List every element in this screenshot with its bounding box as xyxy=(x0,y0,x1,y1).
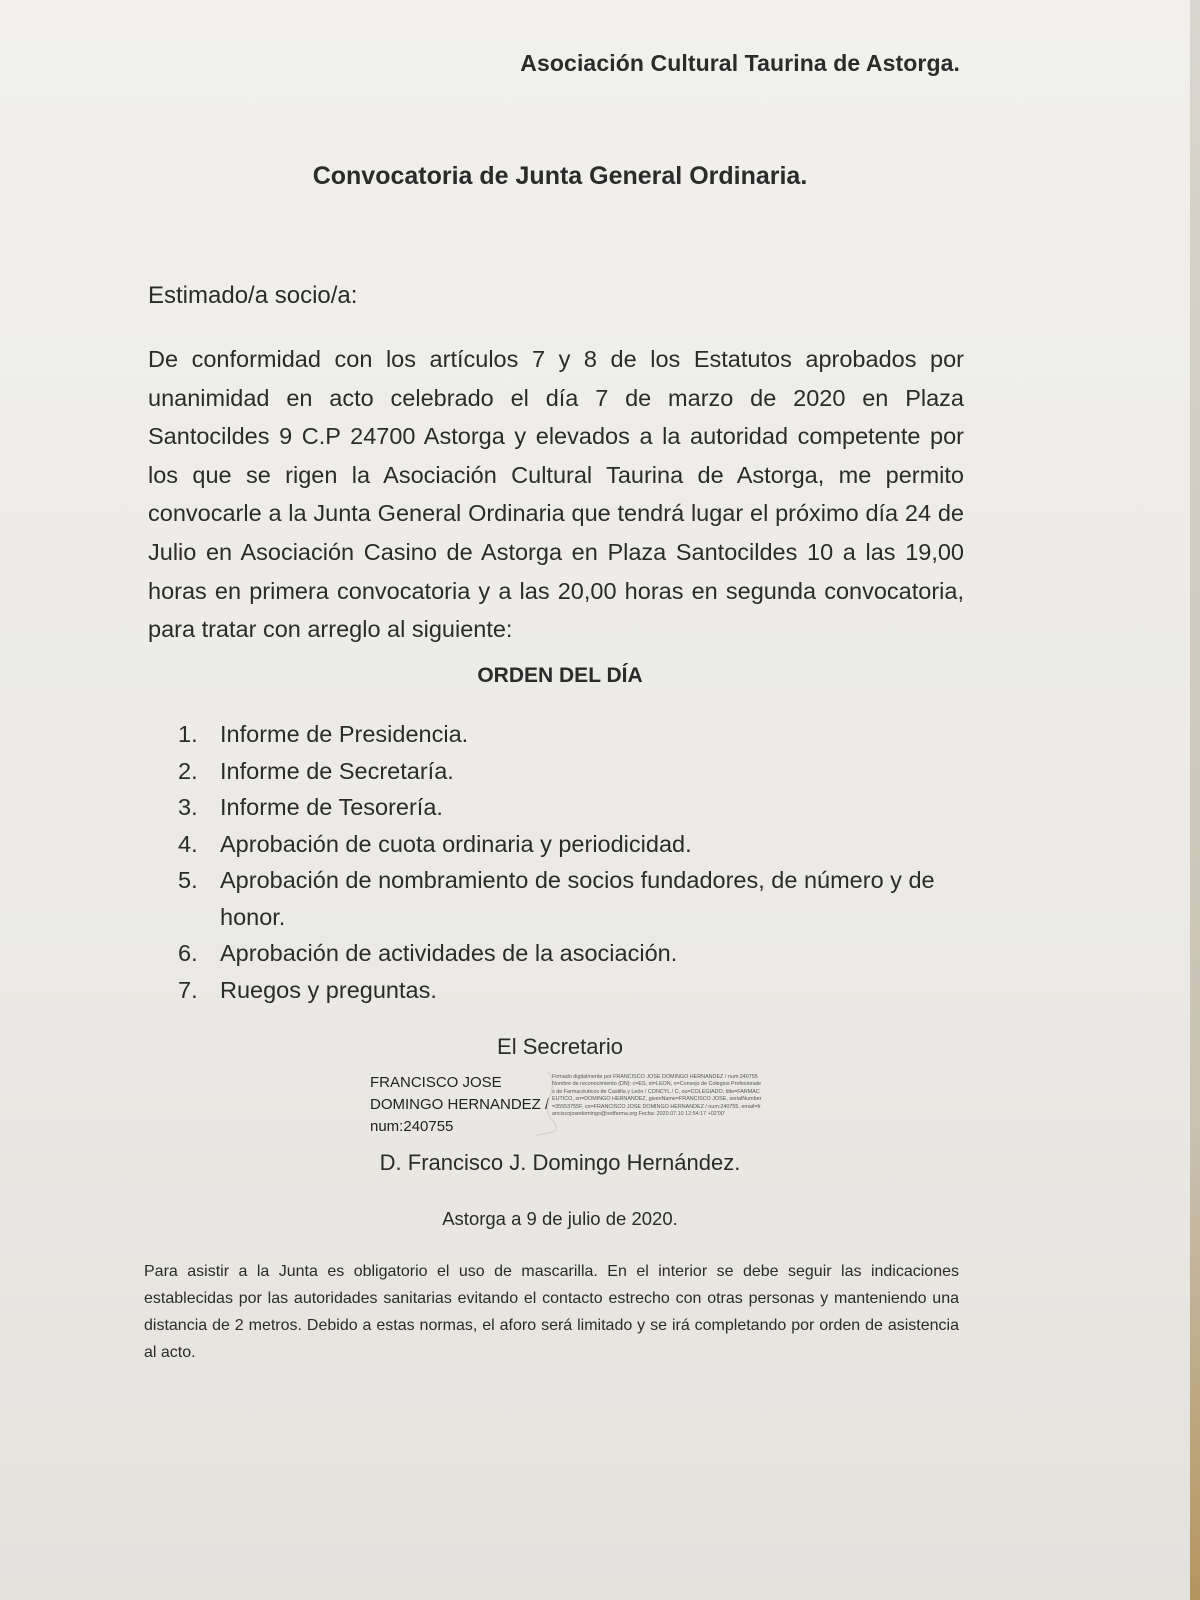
agenda-item-number: 4. xyxy=(178,830,198,857)
signer-full-name: D. Francisco J. Domingo Hernández. xyxy=(379,1150,741,1175)
page-edge xyxy=(1190,0,1200,1600)
agenda-title: ORDEN DEL DÍA xyxy=(477,664,643,687)
signature-role: El Secretario xyxy=(497,1034,623,1059)
agenda-item xyxy=(178,789,948,826)
agenda-item-text: Aprobación de nombramiento de socios fundadores, de número y de honor. xyxy=(220,867,935,930)
signer-line: num:240755 xyxy=(370,1118,454,1135)
digital-signature xyxy=(370,1072,770,1142)
greeting: Estimado/a socio/a: xyxy=(148,282,358,309)
agenda-list xyxy=(178,716,948,1008)
agenda-item-number: 6. xyxy=(178,940,198,966)
agenda-item xyxy=(178,972,948,1009)
agenda-item-text: Aprobación de cuota ordinaria y periodicidad. xyxy=(220,830,692,857)
organization-header: Asociación Cultural Taurina de Astorga. xyxy=(520,50,960,76)
notice-paragraph: Para asistir a la Junta es obligatorio el uso de mascarilla. En el interior se debe seguir las indicaciones establecidas por las autoridades sanitarias evitando el contacto estrecho con otras personas y manteniendo una distancia de 2 metros. Debido a estas normas, el aforo será limitado y se irá completando por orden de asistencia al acto. xyxy=(144,1263,959,1361)
agenda-item xyxy=(178,862,948,935)
agenda-item-text: Ruegos y preguntas. xyxy=(220,976,437,1003)
agenda-item-number: 7. xyxy=(178,976,198,1003)
document-title: Convocatoria de Junta General Ordinaria. xyxy=(312,162,808,190)
date-line: Astorga a 9 de julio de 2020. xyxy=(442,1208,678,1229)
agenda-item xyxy=(178,716,948,753)
agenda-item xyxy=(178,935,948,972)
agenda-item xyxy=(178,826,948,863)
body-paragraph: De conformidad con los artículos 7 y 8 de los Estatutos aprobados por unanimidad en acto celebrado el día 7 de marzo de 2020 en Plaza Santocildes 9 C.P 24700 Astorga y elevados a la autoridad competente por los que se rigen la Asociación Cultural Taurina de Astorga, me permito convocarle a la Junta General Ordinaria que tendrá lugar el próximo día 24 de Julio en Asociación Casino de Astorga en Plaza Santocildes 10 a las 19,00 horas en primera convocatoria y a las 20,00 horas en segunda convocatoria, para tratar con arreglo al siguiente: xyxy=(148,346,964,643)
agenda-item-text: Aprobación de actividades de la asociación. xyxy=(220,940,678,966)
agenda-item-number: 5. xyxy=(178,867,198,893)
signer-line: FRANCISCO JOSE xyxy=(370,1074,502,1091)
signer-line: DOMINGO HERNANDEZ / xyxy=(370,1096,550,1113)
agenda-item-number: 3. xyxy=(178,794,198,820)
agenda-item-text: Informe de Secretaría. xyxy=(220,757,454,784)
agenda-item-text: Informe de Presidencia. xyxy=(220,721,469,747)
agenda-item-number: 2. xyxy=(178,757,198,784)
agenda-item-text: Informe de Tesorería. xyxy=(220,794,443,820)
digital-stamp-text: Firmado digitalmente por FRANCISCO JOSE DOMINGO HERNANDEZ / num:240755 Nombre de reconocimiento (DN): c=ES, st=LEON, o=Consejo de Colegios Profesionales de Farmacéuticos de Castilla y León / CONCYL / C, ou=COLEGIADO, title=FARMACEUTICO, sn=DOMINGO HERNANDEZ, givenName=FRANCISCO JOSE, serialNumber=35553755F, cn=FRANCISCO JOSE DOMINGO HERNANDEZ / num:240755, email=franciscojosedomingo@redfarma.org Fecha: 2020.07.10 12:54:17 +02'00' xyxy=(552,1074,762,1118)
agenda-item xyxy=(178,753,948,790)
agenda-item-number: 1. xyxy=(178,721,198,747)
